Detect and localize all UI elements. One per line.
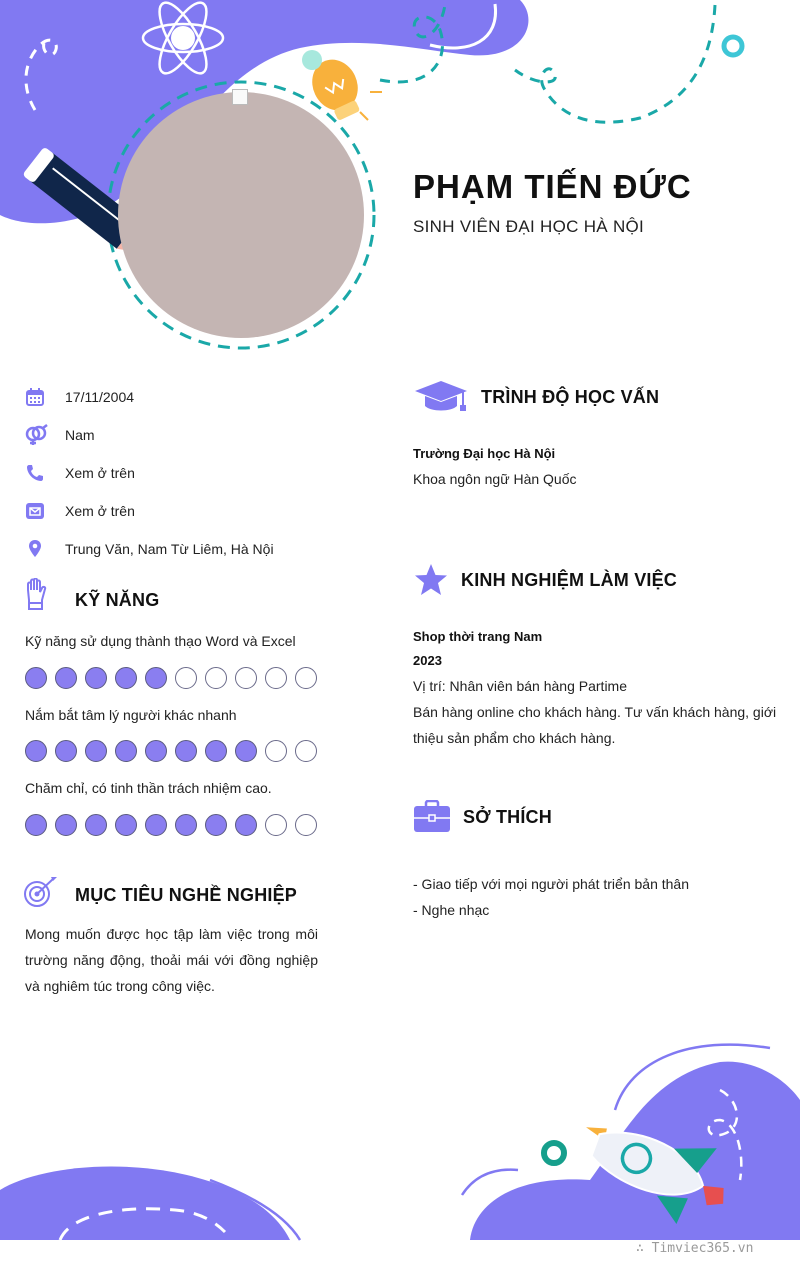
briefcase-icon (413, 800, 451, 839)
rating-dot-filled (25, 667, 47, 689)
rating-dot-empty (265, 740, 287, 762)
rating-dot-filled (55, 667, 77, 689)
email-icon (25, 498, 55, 524)
bottom-left-blob (0, 1166, 290, 1240)
watermark: ∴ Timviec365.vn (636, 1241, 754, 1256)
rating-dot-empty (295, 740, 317, 762)
experience-title: KINH NGHIỆM LÀM VIỆC (461, 570, 678, 590)
rating-dot-filled (115, 814, 137, 836)
education-major: Khoa ngôn ngữ Hàn Quốc (413, 471, 577, 487)
rating-dot-filled (235, 740, 257, 762)
skill-label: Nắm bắt tâm lý người khác nhanh (25, 707, 237, 723)
rating-dot-empty (265, 814, 287, 836)
hobbies-title: SỞ THÍCH (463, 807, 552, 827)
teal-ring-bottom (544, 1143, 564, 1163)
rating-dot-filled (85, 667, 107, 689)
star-icon (413, 563, 449, 602)
rating-dot-filled (85, 814, 107, 836)
rating-dot-filled (145, 740, 167, 762)
rating-dot-filled (175, 740, 197, 762)
hobby-item: - Giao tiếp với mọi người phát triển bản thân (413, 876, 689, 892)
rating-dot-empty (265, 667, 287, 689)
education-school: Trường Đại học Hà Nội (413, 446, 556, 461)
rating-dot-filled (145, 667, 167, 689)
broken-image-icon (232, 89, 248, 105)
experience-year: 2023 (413, 653, 442, 668)
skill-rating (25, 740, 317, 762)
contact-address (25, 536, 274, 562)
rating-dot-filled (145, 814, 167, 836)
contact-text: Trung Văn, Nam Từ Liêm, Hà Nội (65, 541, 274, 557)
rating-dot-filled (115, 667, 137, 689)
profile-photo (118, 92, 364, 338)
rating-dot-empty (235, 667, 257, 689)
skill-label: Chăm chỉ, có tinh thần trách nhiệm cao. (25, 780, 272, 796)
candidate-subtitle: SINH VIÊN ĐẠI HỌC HÀ NỘI (413, 217, 645, 236)
candidate-name: PHẠM TIẾN ĐỨC (413, 168, 692, 205)
rating-dot-empty (295, 667, 317, 689)
rating-dot-filled (115, 740, 137, 762)
experience-description: Bán hàng online cho khách hàng. Tư vấn khách hàng, giới thiệu sản phẩm cho khách hàng. (413, 704, 777, 746)
rating-dot-filled (235, 814, 257, 836)
target-icon (23, 875, 59, 914)
experience-position: Vị trí: Nhân viên bán hàng Partime (413, 678, 628, 694)
rating-dot-filled (205, 814, 227, 836)
skills-title: KỸ NĂNG (75, 590, 160, 610)
rating-dot-filled (205, 740, 227, 762)
rating-dot-filled (25, 740, 47, 762)
rating-dot-empty (295, 814, 317, 836)
contact-text: Xem ở trên (65, 503, 135, 519)
rating-dot-filled (55, 740, 77, 762)
education-title: TRÌNH ĐỘ HỌC VẤN (481, 387, 660, 407)
skill-rating (25, 814, 317, 836)
contact-email (25, 498, 135, 524)
graduation-cap-icon (413, 380, 469, 419)
contact-phone (25, 460, 135, 486)
contact-text: Nam (65, 427, 95, 443)
rating-dot-filled (85, 740, 107, 762)
rating-dot-empty (205, 667, 227, 689)
phone-icon (25, 460, 55, 486)
rating-dot-filled (175, 814, 197, 836)
contact-text: 17/11/2004 (65, 389, 135, 405)
hobby-item: - Nghe nhạc (413, 902, 490, 918)
rating-dot-filled (25, 814, 47, 836)
calendar-icon (25, 384, 55, 410)
skill-rating (25, 667, 317, 689)
objective-text: Mong muốn được học tập làm việc trong môi trường năng động, thoải mái với đồng nghiệp và nghiêm túc trong công việc. (25, 926, 318, 994)
gender-icon (25, 422, 55, 448)
teal-ring (724, 37, 742, 55)
contact-gender (25, 422, 95, 448)
experience-company: Shop thời trang Nam (413, 629, 543, 644)
location-pin-icon (25, 536, 55, 562)
hand-icon (23, 578, 49, 617)
objective-title: MỤC TIÊU NGHỀ NGHIỆP (75, 885, 298, 905)
contact-text: Xem ở trên (65, 465, 135, 481)
rating-dot-empty (175, 667, 197, 689)
rating-dot-filled (55, 814, 77, 836)
skill-label: Kỹ năng sử dụng thành thạo Word và Excel (25, 633, 296, 649)
contact-birthdate (25, 384, 134, 410)
